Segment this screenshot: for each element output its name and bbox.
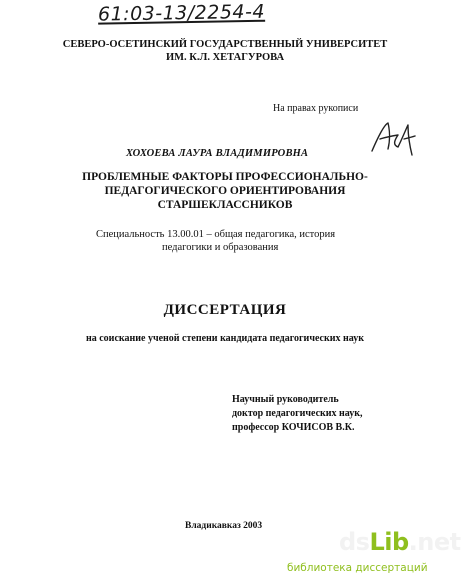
handwritten-signature [368, 117, 418, 159]
advisor-line-3: профессор КОЧИСОВ В.К. [232, 422, 355, 433]
title-line-1: ПРОБЛЕМНЫЕ ФАКТОРЫ ПРОФЕССИОНАЛЬНО- [82, 171, 368, 183]
specialty [96, 228, 376, 254]
university-name [0, 38, 450, 64]
author-name: ХОХОЕВА ЛАУРА ВЛАДИМИРОВНА [126, 148, 309, 159]
handwritten-catalog-number: 61:03-13/2254-4 [97, 0, 266, 26]
dslib-logo[interactable] [339, 528, 461, 562]
university-line-2: ИМ. К.Л. ХЕТАГУРОВА [165, 52, 285, 63]
advisor-line-2: доктор педагогических наук, [232, 408, 363, 419]
specialty-line-1: Специальность 13.00.01 – общая педагогика, история [96, 229, 336, 240]
degree-statement: на соискание ученой степени кандидата педагогических наук [85, 333, 364, 344]
rights-note: На правах рукописи [273, 103, 359, 114]
scientific-advisor [232, 393, 363, 435]
dslib-tagline: библиотека диссертаций [287, 562, 428, 574]
advisor-line-1: Научный руководитель [232, 394, 339, 405]
dissertation-title [0, 170, 450, 212]
title-line-3: СТАРШЕКЛАССНИКОВ [157, 199, 293, 211]
logo-lib: Lib [369, 528, 409, 556]
document-type: ДИССЕРТАЦИЯ [163, 302, 287, 318]
city-year: Владикавказ 2003 [185, 521, 263, 531]
logo-ds: ds [339, 528, 370, 556]
specialty-line-2: педагогики и образования [162, 242, 279, 253]
university-line-1: СЕВЕРО-ОСЕТИНСКИЙ ГОСУДАРСТВЕННЫЙ УНИВЕРСИТЕТ [62, 39, 388, 50]
title-line-2: ПЕДАГОГИЧЕСКОГО ОРИЕНТИРОВАНИЯ [104, 185, 346, 197]
logo-net: .net [408, 528, 461, 556]
